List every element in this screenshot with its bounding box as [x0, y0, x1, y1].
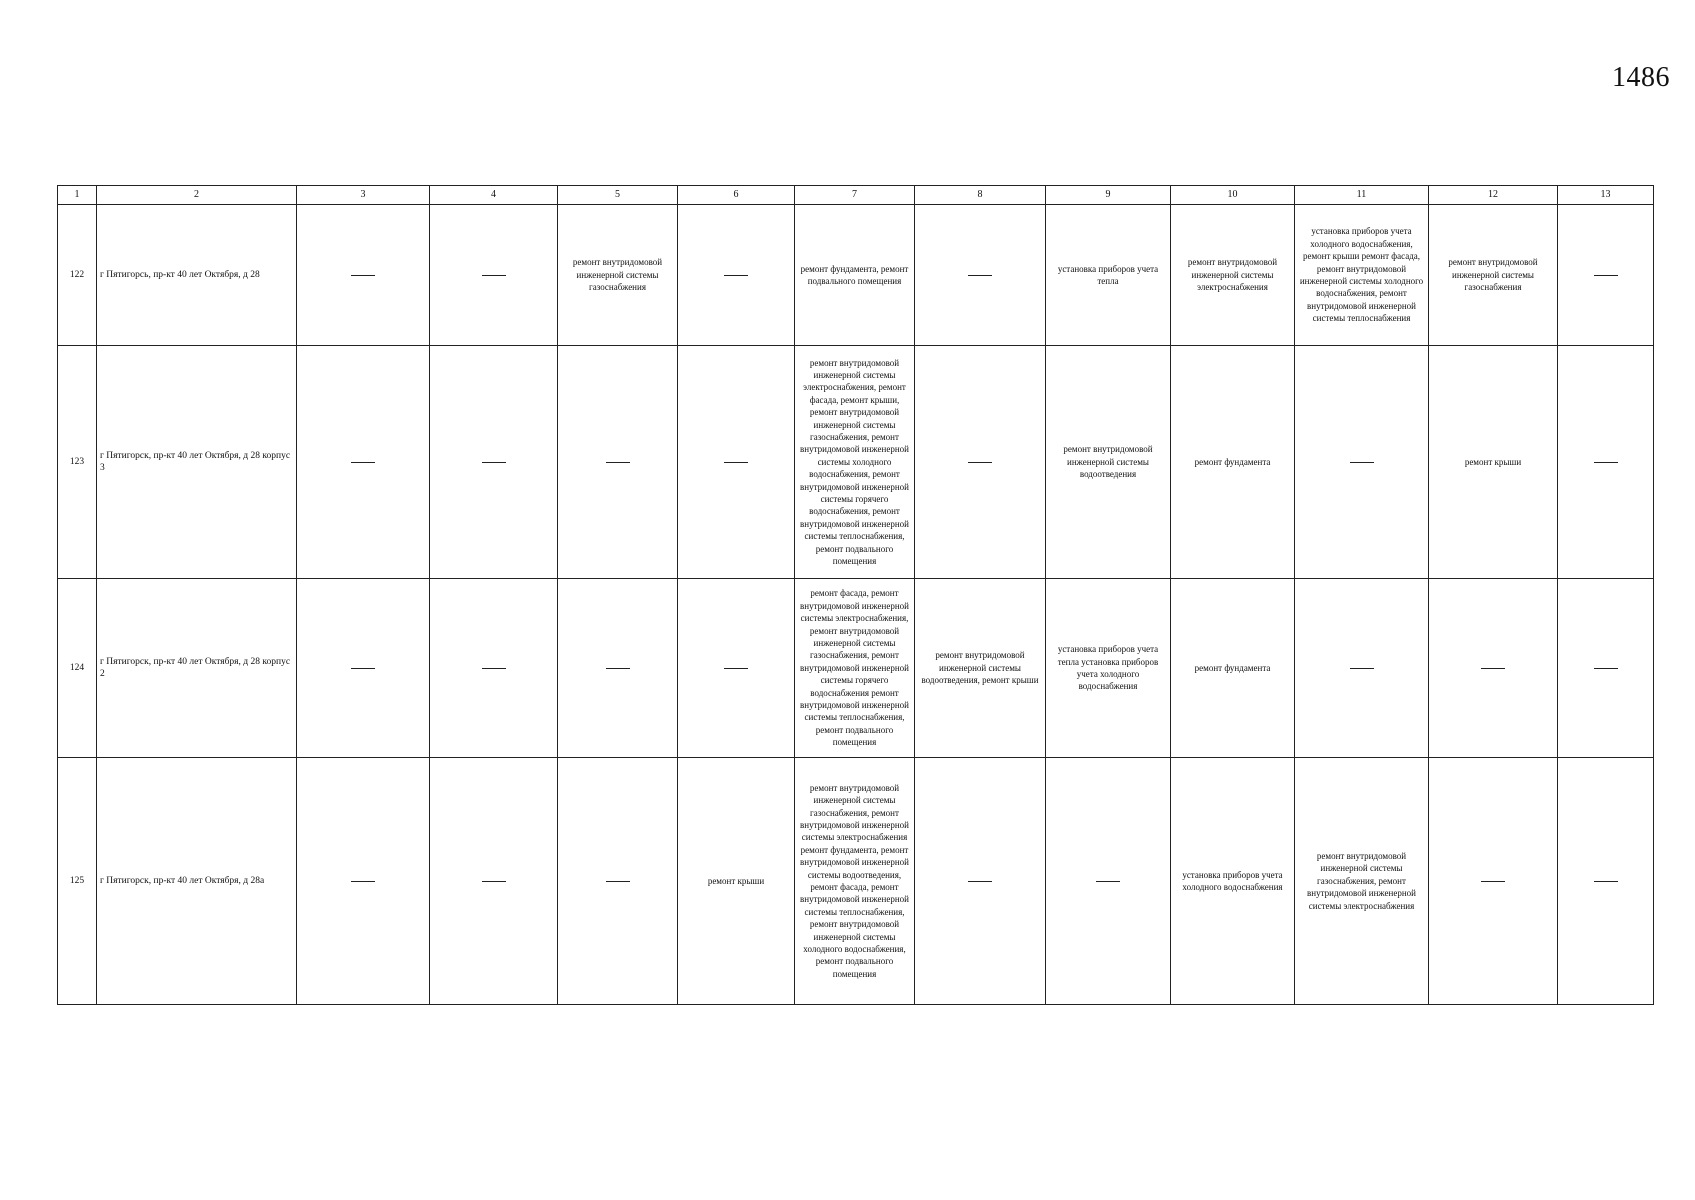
dash-mark: [482, 462, 506, 463]
work-description-text: ремонт фундамента: [1194, 662, 1271, 673]
dash-mark: [1096, 881, 1120, 882]
address-cell: г Пятигорсь, пр-кт 40 лет Октября, д 28: [97, 205, 297, 346]
column-number-cell: 5: [558, 186, 678, 205]
column-number-cell: 4: [430, 186, 558, 205]
work-description-cell: [1295, 205, 1429, 346]
empty-cell: [1429, 758, 1558, 1005]
column-number-cell: 11: [1295, 186, 1429, 205]
work-description-text: установка приборов учета тепла установка приборов учета холодного водоснабжения: [1057, 644, 1159, 692]
address-cell: г Пятигорск, пр-кт 40 лет Октября, д 28а: [97, 758, 297, 1005]
empty-cell: [558, 346, 678, 579]
column-number-cell: 8: [915, 186, 1046, 205]
empty-cell: [1295, 346, 1429, 579]
empty-cell: [297, 205, 430, 346]
column-number-cell: 7: [795, 186, 915, 205]
page-number: 1486: [1612, 62, 1670, 93]
table-body: [58, 186, 1654, 1005]
dash-mark: [482, 881, 506, 882]
work-description-text: ремонт внутридомовой инженерной системы водоотведения: [1063, 444, 1153, 480]
empty-cell: [1295, 579, 1429, 758]
work-description-cell: [1429, 205, 1558, 346]
dash-mark: [1350, 462, 1374, 463]
dash-mark: [968, 881, 992, 882]
work-description-text: установка приборов учета холодного водоснабжения: [1182, 869, 1283, 892]
empty-cell: [678, 205, 795, 346]
work-description-cell: [795, 579, 915, 758]
empty-cell: [1558, 346, 1654, 579]
work-description-text: ремонт фундамента: [1194, 456, 1271, 467]
work-description-text: ремонт внутридомовой инженерной системы электроснабжения: [1187, 257, 1278, 293]
table-row: [58, 205, 1654, 346]
empty-cell: [430, 346, 558, 579]
dash-mark: [606, 881, 630, 882]
column-number-cell: 13: [1558, 186, 1654, 205]
dash-mark: [968, 275, 992, 276]
work-description-cell: [1046, 346, 1171, 579]
table-row: [58, 346, 1654, 579]
dash-mark: [606, 462, 630, 463]
work-description-cell: [795, 346, 915, 579]
dash-mark: [1594, 668, 1618, 669]
column-number-cell: 9: [1046, 186, 1171, 205]
dash-mark: [351, 668, 375, 669]
empty-cell: [297, 579, 430, 758]
work-description-cell: [1171, 579, 1295, 758]
dash-mark: [1481, 668, 1505, 669]
column-number-cell: 2: [97, 186, 297, 205]
dash-mark: [968, 462, 992, 463]
work-description-cell: [1046, 205, 1171, 346]
work-description-cell: [1171, 205, 1295, 346]
dash-mark: [351, 881, 375, 882]
row-number-cell: 122: [58, 205, 97, 346]
dash-mark: [1594, 462, 1618, 463]
dash-mark: [482, 668, 506, 669]
column-number-cell: 6: [678, 186, 795, 205]
work-description-text: ремонт фасада, ремонт внутридомовой инженерной системы электроснабжения, ремонт внутридомовой инженерной системы газоснабжения, ремонт внутридомовой инженерной системы горячего водоснабжения ремонт внутридомовой инженерной системы теплоснабжения, ремонт подвального помещения: [800, 588, 909, 748]
empty-cell: [297, 346, 430, 579]
empty-cell: [915, 205, 1046, 346]
dash-mark: [1594, 881, 1618, 882]
work-description-cell: [915, 579, 1046, 758]
empty-cell: [915, 758, 1046, 1005]
work-description-cell: [1046, 579, 1171, 758]
work-description-cell: [1171, 346, 1295, 579]
empty-cell: [1558, 758, 1654, 1005]
table-row: [58, 758, 1654, 1005]
empty-cell: [430, 205, 558, 346]
work-description-text: ремонт внутридомовой инженерной системы газоснабжения: [1448, 257, 1538, 293]
work-description-cell: [1171, 758, 1295, 1005]
dash-mark: [482, 275, 506, 276]
work-description-cell: [795, 205, 915, 346]
table-row: [58, 579, 1654, 758]
empty-cell: [1429, 579, 1558, 758]
empty-cell: [1046, 758, 1171, 1005]
row-number-cell: 125: [58, 758, 97, 1005]
column-number-cell: 10: [1171, 186, 1295, 205]
empty-cell: [1558, 579, 1654, 758]
dash-mark: [1350, 668, 1374, 669]
work-description-cell: [558, 205, 678, 346]
work-description-cell: [678, 758, 795, 1005]
empty-cell: [558, 758, 678, 1005]
work-description-text: ремонт внутридомовой инженерной системы электроснабжения, ремонт фасада, ремонт крыши, ремонт внутридомовой инженерной системы газоснабжения, ремонт внутридомовой инженерной системы холодного водоснабжения, ремонт внутридомовой инженерной системы горячего водоснабжения, ремонт внутридомовой инженерной системы теплоснабжения, ремонт подвального помещения: [800, 357, 909, 567]
empty-cell: [915, 346, 1046, 579]
dash-mark: [351, 275, 375, 276]
work-description-text: установка приборов учета тепла: [1057, 263, 1159, 286]
empty-cell: [430, 758, 558, 1005]
work-description-text: ремонт фундамента, ремонт подвального помещения: [800, 263, 909, 286]
column-number-row: [58, 186, 1654, 205]
work-description-text: установка приборов учета холодного водоснабжения, ремонт крыши ремонт фасада, ремонт внутридомовой инженерной системы холодного водоснабжения, ремонт внутридомовой инженерной системы теплоснабжения: [1299, 226, 1424, 324]
work-description-cell: [1295, 758, 1429, 1005]
empty-cell: [678, 346, 795, 579]
dash-mark: [724, 668, 748, 669]
work-description-cell: [795, 758, 915, 1005]
work-description-text: ремонт крыши: [1464, 456, 1522, 467]
row-number-cell: 124: [58, 579, 97, 758]
capital-repair-table: [57, 185, 1654, 1005]
column-number-cell: 3: [297, 186, 430, 205]
dash-mark: [724, 275, 748, 276]
row-number-cell: 123: [58, 346, 97, 579]
work-description-text: ремонт внутридомовой инженерной системы водоотведения, ремонт крыши: [921, 650, 1039, 686]
column-number-cell: 12: [1429, 186, 1558, 205]
work-description-text: ремонт крыши: [707, 875, 765, 886]
empty-cell: [430, 579, 558, 758]
work-description-text: ремонт внутридомовой инженерной системы газоснабжения: [572, 257, 663, 293]
empty-cell: [1558, 205, 1654, 346]
empty-cell: [297, 758, 430, 1005]
address-cell: г Пятигорск, пр-кт 40 лет Октября, д 28 корпус 3: [97, 346, 297, 579]
dash-mark: [1594, 275, 1618, 276]
work-description-cell: [1429, 346, 1558, 579]
dash-mark: [1481, 881, 1505, 882]
dash-mark: [351, 462, 375, 463]
empty-cell: [678, 579, 795, 758]
work-description-text: ремонт внутридомовой инженерной системы газоснабжения, ремонт внутридомовой инженерной системы электроснабжения ремонт фундамента, ремонт внутридомовой инженерной системы водоотведения, ремонт фасада, ремонт внутридомовой инженерной системы теплоснабжения, ремонт внутридомовой инженерной системы холодного водоснабжения, ремонт подвального помещения: [800, 782, 909, 979]
column-number-cell: 1: [58, 186, 97, 205]
dash-mark: [606, 668, 630, 669]
empty-cell: [558, 579, 678, 758]
dash-mark: [724, 462, 748, 463]
address-cell: г Пятигорск, пр-кт 40 лет Октября, д 28 корпус 2: [97, 579, 297, 758]
work-description-text: ремонт внутридомовой инженерной системы газоснабжения, ремонт внутридомовой инженерной системы электроснабжения: [1307, 850, 1416, 911]
